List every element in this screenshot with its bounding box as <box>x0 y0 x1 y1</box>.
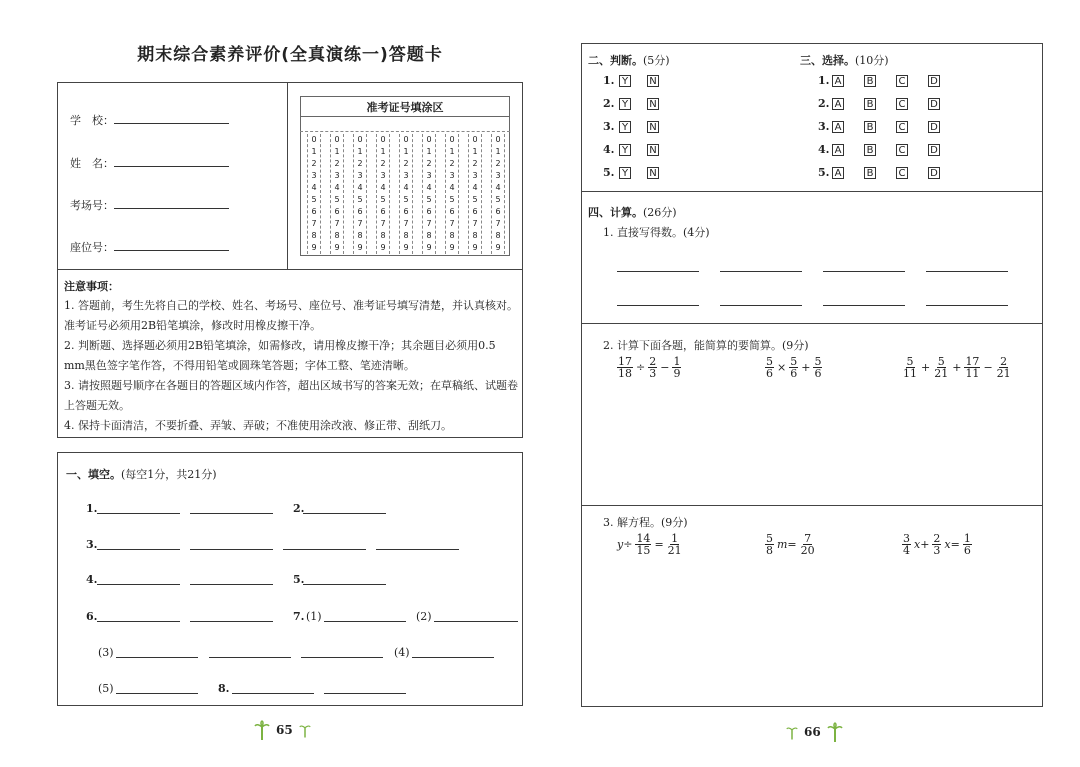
id-digit-bubble[interactable]: 8 <box>380 231 386 240</box>
option-c-bubble[interactable]: C <box>896 98 908 110</box>
choice-row <box>818 74 960 87</box>
choice-heading <box>800 52 889 68</box>
school-field[interactable] <box>70 112 229 128</box>
fill-blank-heading <box>66 466 217 482</box>
answer-blank[interactable] <box>720 271 802 272</box>
variable: m= <box>777 538 797 551</box>
equation-2 <box>765 533 816 556</box>
answer-blank[interactable] <box>303 513 386 514</box>
id-digit-bubble[interactable]: 7 <box>334 219 340 228</box>
answer-blank[interactable] <box>412 657 494 658</box>
question-number: 3. <box>603 120 615 133</box>
page-number-left <box>254 720 311 740</box>
answer-blank[interactable] <box>190 584 273 585</box>
id-digit-bubble[interactable]: 9 <box>334 243 340 252</box>
id-digit-bubble[interactable]: 3 <box>334 171 340 180</box>
id-zone-title: 准考证号填涂区 <box>366 101 444 114</box>
id-digit-bubble[interactable]: 3 <box>426 171 432 180</box>
id-digit-bubble[interactable]: 8 <box>426 231 432 240</box>
question-number: 1. <box>603 74 615 87</box>
choice-row <box>818 166 960 179</box>
option-n-bubble[interactable]: N <box>647 144 659 156</box>
option-c-bubble[interactable]: C <box>896 167 908 179</box>
answer-blank[interactable] <box>303 584 386 585</box>
equation-prefix: y÷ <box>617 538 633 551</box>
option-b-bubble[interactable]: B <box>864 98 876 110</box>
option-d-bubble[interactable]: D <box>928 98 940 110</box>
id-digit-bubble[interactable]: 9 <box>403 243 409 252</box>
question-number: 5. <box>818 166 830 179</box>
id-digit-bubble[interactable]: 1 <box>449 147 455 156</box>
fraction: $\frac{7}{20}$ <box>800 532 815 557</box>
calc-title: 四、计算。 <box>588 206 643 219</box>
id-digit-bubble[interactable]: 5 <box>495 195 501 204</box>
choice-row <box>818 120 960 133</box>
id-digit-bubble[interactable]: 1 <box>334 147 340 156</box>
id-digit-bubble[interactable]: 7 <box>357 219 363 228</box>
note-item: 3. 请按照题号顺序在各题目的答题区域内作答，超出区域书写的答案无效；在草稿纸、试题卷上答题无效。 <box>64 379 518 412</box>
id-digit-bubble[interactable]: 9 <box>472 243 478 252</box>
id-digit-column[interactable] <box>422 134 436 254</box>
fill-blank-note: (每空1分，共21分) <box>121 468 217 481</box>
fraction: $\frac{5}{11}$ <box>903 355 917 380</box>
option-a-bubble[interactable]: A <box>832 98 844 110</box>
choice-row <box>818 97 960 110</box>
q3-label: 3. <box>86 538 98 551</box>
school-label: 学 校： <box>70 114 114 127</box>
id-digit-bubble[interactable]: 4 <box>426 183 432 192</box>
id-digit-bubble[interactable]: 5 <box>334 195 340 204</box>
id-digit-bubble[interactable]: 7 <box>449 219 455 228</box>
id-digit-bubble[interactable]: 3 <box>311 171 317 180</box>
id-digit-bubble[interactable]: 1 <box>495 147 501 156</box>
id-digit-bubble[interactable]: 0 <box>495 135 501 144</box>
id-digit-bubble[interactable]: 7 <box>426 219 432 228</box>
calc-heading <box>588 204 677 220</box>
fraction: $\frac{5}{6}$ <box>766 355 773 380</box>
fraction: $\frac{5}{8}$ <box>766 532 773 557</box>
answer-blank[interactable] <box>434 621 518 622</box>
question-number: 1. <box>818 74 830 87</box>
id-digit-bubble[interactable]: 4 <box>380 183 386 192</box>
id-digit-bubble[interactable]: 0 <box>334 135 340 144</box>
id-digit-bubble[interactable]: 6 <box>380 207 386 216</box>
q6-label: 6. <box>86 610 98 623</box>
answer-blank[interactable] <box>97 513 180 514</box>
id-digit-bubble[interactable]: 7 <box>380 219 386 228</box>
page-number-right <box>786 722 843 742</box>
operator: × <box>777 361 787 374</box>
id-digit-bubble[interactable]: 2 <box>449 159 455 168</box>
choice-title: 三、选择。 <box>800 54 855 67</box>
choice-row <box>818 143 960 156</box>
section-divider <box>581 323 1043 324</box>
palm-tree-icon <box>254 720 270 740</box>
fraction: $\frac{2}{3}$ <box>933 532 941 557</box>
answer-blank[interactable] <box>617 271 699 272</box>
option-n-bubble[interactable]: N <box>647 75 659 87</box>
exam-room-label: 考场号： <box>70 199 114 212</box>
option-c-bubble[interactable]: C <box>896 75 908 87</box>
answer-blank[interactable] <box>720 305 802 306</box>
calc-score: (26分) <box>643 206 677 219</box>
id-digit-bubble[interactable]: 3 <box>449 171 455 180</box>
fraction: $\frac{5}{6}$ <box>790 355 798 380</box>
q8-label: 8. <box>218 682 230 695</box>
option-y-bubble[interactable]: Y <box>619 144 631 156</box>
id-digit-bubble[interactable]: 2 <box>403 159 409 168</box>
id-digit-bubble[interactable]: 2 <box>380 159 386 168</box>
answer-blank[interactable] <box>116 657 198 658</box>
judge-score: (5分) <box>643 54 670 67</box>
variable: x= <box>944 538 960 551</box>
answer-blank[interactable] <box>190 513 273 514</box>
operator: + <box>952 361 962 374</box>
page-title: 期末综合素养评价(全真演练一)答题卡 <box>137 45 443 65</box>
answer-blank[interactable] <box>301 657 383 658</box>
id-digit-column[interactable] <box>330 134 344 254</box>
id-digit-column[interactable] <box>353 134 367 254</box>
option-y-bubble[interactable]: Y <box>619 121 631 133</box>
question-number: 2. <box>603 97 615 110</box>
id-digit-bubble[interactable]: 3 <box>380 171 386 180</box>
id-digit-bubble[interactable]: 1 <box>426 147 432 156</box>
id-digit-bubble[interactable]: 8 <box>472 231 478 240</box>
option-b-bubble[interactable]: B <box>864 167 876 179</box>
calc-sub1: 1. 直接写得数。(4分) <box>603 226 710 239</box>
id-digit-bubble[interactable]: 2 <box>311 159 317 168</box>
id-digit-bubble[interactable]: 8 <box>495 231 501 240</box>
id-digit-bubble[interactable]: 4 <box>449 183 455 192</box>
id-digit-bubble[interactable]: 5 <box>426 195 432 204</box>
expression-2 <box>765 356 822 379</box>
option-b-bubble[interactable]: B <box>864 144 876 156</box>
calc-sub3: 3. 解方程。(9分) <box>603 516 688 529</box>
id-digit-bubble[interactable]: 2 <box>426 159 432 168</box>
operator: ÷ <box>636 361 646 374</box>
fraction: $\frac{5}{6}$ <box>814 355 822 380</box>
answer-blank[interactable] <box>190 621 273 622</box>
id-digit-bubble[interactable]: 7 <box>403 219 409 228</box>
name-field[interactable] <box>70 155 229 171</box>
id-digit-bubble[interactable]: 6 <box>311 207 317 216</box>
fraction: $\frac{17}{11}$ <box>965 355 980 380</box>
id-zone-header-rule <box>300 116 510 117</box>
judge-row <box>603 97 675 110</box>
equation-1 <box>617 533 683 556</box>
option-c-bubble[interactable]: C <box>896 121 908 133</box>
id-digit-bubble[interactable]: 4 <box>334 183 340 192</box>
section-divider <box>581 191 1043 192</box>
palm-tree-icon <box>827 722 843 742</box>
q7-label: 7. <box>293 610 305 623</box>
answer-blank[interactable] <box>823 271 905 272</box>
id-digit-bubble[interactable]: 9 <box>311 243 317 252</box>
id-digit-bubble[interactable]: 9 <box>380 243 386 252</box>
id-digit-bubble[interactable]: 0 <box>311 135 317 144</box>
operator: = <box>654 538 664 551</box>
answer-blank[interactable] <box>823 305 905 306</box>
id-digit-bubble[interactable]: 4 <box>403 183 409 192</box>
id-digit-bubble[interactable]: 4 <box>495 183 501 192</box>
id-digit-bubble[interactable]: 3 <box>357 171 363 180</box>
id-digit-bubble[interactable]: 7 <box>495 219 501 228</box>
id-digit-bubble[interactable]: 6 <box>403 207 409 216</box>
id-digit-bubble[interactable]: 4 <box>357 183 363 192</box>
question-number: 4. <box>818 143 830 156</box>
fraction: $\frac{14}{15}$ <box>636 532 651 557</box>
id-digit-bubble[interactable]: 0 <box>472 135 478 144</box>
id-digit-bubble[interactable]: 1 <box>311 147 317 156</box>
id-digit-bubble[interactable]: 1 <box>472 147 478 156</box>
id-digit-bubble[interactable]: 8 <box>403 231 409 240</box>
id-digit-bubble[interactable]: 0 <box>357 135 363 144</box>
fraction: $\frac{1}{21}$ <box>667 532 682 557</box>
seat-label: 座位号： <box>70 241 114 254</box>
option-y-bubble[interactable]: Y <box>619 75 631 87</box>
q5-label: 5. <box>293 573 305 586</box>
judge-row <box>603 74 675 87</box>
fraction: $\frac{1}{6}$ <box>963 532 971 557</box>
q7-part3-label: (3) <box>98 646 114 659</box>
answer-blank[interactable] <box>617 305 699 306</box>
id-digit-bubble[interactable]: 0 <box>380 135 386 144</box>
q2-label: 2. <box>293 502 305 515</box>
id-digit-bubble[interactable]: 7 <box>472 219 478 228</box>
expression-1 <box>617 356 681 379</box>
id-digit-column[interactable] <box>468 134 482 254</box>
operator: + <box>801 361 811 374</box>
option-d-bubble[interactable]: D <box>928 167 940 179</box>
option-n-bubble[interactable]: N <box>647 98 659 110</box>
judge-row <box>603 120 675 133</box>
id-digit-bubble[interactable]: 9 <box>495 243 501 252</box>
fraction: $\frac{2}{3}$ <box>649 355 657 380</box>
id-digit-bubble[interactable]: 0 <box>449 135 455 144</box>
option-a-bubble[interactable]: A <box>832 144 844 156</box>
q7-part5-label: (5) <box>98 682 114 695</box>
note-item: 4. 保持卡面清洁，不要折叠、弄皱、弄破；不准使用涂改液、修正带、刮纸刀。 <box>64 419 452 432</box>
variable: x+ <box>914 538 930 551</box>
id-digit-bubble[interactable]: 4 <box>311 183 317 192</box>
fraction: $\frac{17}{18}$ <box>618 355 632 380</box>
judge-title: 二、判断。 <box>588 54 643 67</box>
option-d-bubble[interactable]: D <box>928 121 940 133</box>
judge-row <box>603 166 675 179</box>
question-number: 4. <box>603 143 615 156</box>
name-label: 姓 名： <box>70 157 114 170</box>
answer-blank[interactable] <box>324 621 406 622</box>
choice-score: (10分) <box>855 54 889 67</box>
judge-heading <box>588 52 670 68</box>
note-item: 2. 判断题、选择题必须用2B铅笔填涂，如需修改，请用橡皮擦干净；其余题目必须用0.5 mm黑色签字笔作答，不得用铅笔或圆珠笔答题；字体工整、笔迹清晰。 <box>64 339 496 372</box>
id-digit-bubble[interactable]: 2 <box>472 159 478 168</box>
answer-blank[interactable] <box>97 549 180 550</box>
option-a-bubble[interactable]: A <box>832 75 844 87</box>
answer-blank[interactable] <box>97 621 180 622</box>
note-item: 1. 答题前，考生先将自己的学校、姓名、考场号、座位号、准考证号填写清楚，并认真核对。准考证号必须用2B铅笔填涂，修改时用橡皮擦干净。 <box>64 299 518 332</box>
q7-part1-label: (1) <box>306 610 322 623</box>
expression-3 <box>902 356 1012 379</box>
operator: − <box>983 361 993 374</box>
id-digit-bubble[interactable]: 1 <box>380 147 386 156</box>
q1-label: 1. <box>86 502 98 515</box>
option-y-bubble[interactable]: Y <box>619 167 631 179</box>
notes-list <box>64 296 518 436</box>
page-number-text: 65 <box>276 723 293 737</box>
id-digit-bubble[interactable]: 9 <box>426 243 432 252</box>
id-digit-bubble[interactable]: 8 <box>449 231 455 240</box>
judge-row <box>603 143 675 156</box>
id-digit-column[interactable] <box>445 134 459 254</box>
id-digit-bubble[interactable]: 6 <box>495 207 501 216</box>
option-d-bubble[interactable]: D <box>928 75 940 87</box>
option-d-bubble[interactable]: D <box>928 144 940 156</box>
id-digit-bubble[interactable]: 8 <box>357 231 363 240</box>
id-digit-bubble[interactable]: 9 <box>449 243 455 252</box>
id-digit-bubble[interactable]: 6 <box>334 207 340 216</box>
question-number: 2. <box>818 97 830 110</box>
option-a-bubble[interactable]: A <box>832 167 844 179</box>
id-digit-column[interactable] <box>376 134 390 254</box>
id-digit-bubble[interactable]: 8 <box>311 231 317 240</box>
fraction: $\frac{1}{9}$ <box>673 355 681 380</box>
section-divider <box>581 505 1043 506</box>
info-divider <box>287 82 288 270</box>
answer-blank[interactable] <box>283 549 366 550</box>
option-b-bubble[interactable]: B <box>864 121 876 133</box>
answer-blank[interactable] <box>190 549 273 550</box>
option-b-bubble[interactable]: B <box>864 75 876 87</box>
answer-blank[interactable] <box>209 657 291 658</box>
calc-sub2: 2. 计算下面各题，能简算的要简算。(9分) <box>603 339 809 352</box>
page-number-text: 66 <box>804 725 821 739</box>
option-n-bubble[interactable]: N <box>647 121 659 133</box>
fraction: $\frac{5}{21}$ <box>934 355 949 380</box>
id-digit-bubble[interactable]: 6 <box>449 207 455 216</box>
q4-label: 4. <box>86 573 98 586</box>
id-digit-bubble[interactable]: 6 <box>357 207 363 216</box>
id-digit-bubble[interactable]: 1 <box>357 147 363 156</box>
id-digit-bubble[interactable]: 5 <box>357 195 363 204</box>
fraction: $\frac{2}{21}$ <box>996 355 1011 380</box>
id-digit-bubble[interactable]: 0 <box>403 135 409 144</box>
id-digit-bubble[interactable]: 5 <box>472 195 478 204</box>
id-digit-bubble[interactable]: 2 <box>357 159 363 168</box>
id-digit-column[interactable] <box>399 134 413 254</box>
id-digit-bubble[interactable]: 0 <box>426 135 432 144</box>
q7-part2-label: (2) <box>416 610 432 623</box>
option-y-bubble[interactable]: Y <box>619 98 631 110</box>
exam-room-field[interactable] <box>70 197 229 213</box>
id-digit-bubble[interactable]: 2 <box>334 159 340 168</box>
notes-title: 注意事项： <box>64 280 119 293</box>
id-digit-bubble[interactable]: 2 <box>495 159 501 168</box>
option-n-bubble[interactable]: N <box>647 167 659 179</box>
id-digit-bubble[interactable]: 9 <box>357 243 363 252</box>
id-digit-bubble[interactable]: 3 <box>403 171 409 180</box>
id-digit-bubble[interactable]: 5 <box>449 195 455 204</box>
id-digit-bubble[interactable]: 5 <box>403 195 409 204</box>
id-digit-bubble[interactable]: 7 <box>311 219 317 228</box>
answer-blank[interactable] <box>376 549 459 550</box>
id-digit-bubble[interactable]: 5 <box>311 195 317 204</box>
id-digit-bubble[interactable]: 3 <box>495 171 501 180</box>
q7-part4-label: (4) <box>394 646 410 659</box>
id-zone-blank-row <box>300 131 510 132</box>
id-digit-bubble[interactable]: 6 <box>426 207 432 216</box>
operator: + <box>921 361 931 374</box>
id-digit-bubble[interactable]: 3 <box>472 171 478 180</box>
palm-tree-icon <box>299 722 311 738</box>
answer-blank[interactable] <box>926 271 1008 272</box>
question-number: 3. <box>818 120 830 133</box>
seat-field[interactable] <box>70 239 229 255</box>
answer-blank[interactable] <box>324 693 406 694</box>
equation-3 <box>902 533 972 556</box>
answer-blank[interactable] <box>926 305 1008 306</box>
id-digit-column[interactable] <box>307 134 321 254</box>
answer-blank[interactable] <box>232 693 314 694</box>
fill-blank-section <box>57 452 523 706</box>
id-digit-bubble[interactable]: 6 <box>472 207 478 216</box>
operator: − <box>660 361 670 374</box>
option-c-bubble[interactable]: C <box>896 144 908 156</box>
id-digit-column[interactable] <box>491 134 505 254</box>
id-digit-bubble[interactable]: 5 <box>380 195 386 204</box>
id-digit-bubble[interactable]: 8 <box>334 231 340 240</box>
fraction: $\frac{3}{4}$ <box>903 532 910 557</box>
answer-blank[interactable] <box>97 584 180 585</box>
fill-blank-title: 一、填空。 <box>66 468 121 481</box>
question-number: 5. <box>603 166 615 179</box>
id-digit-bubble[interactable]: 1 <box>403 147 409 156</box>
palm-tree-icon <box>786 724 798 740</box>
option-a-bubble[interactable]: A <box>832 121 844 133</box>
id-digit-bubble[interactable]: 4 <box>472 183 478 192</box>
answer-blank[interactable] <box>116 693 198 694</box>
